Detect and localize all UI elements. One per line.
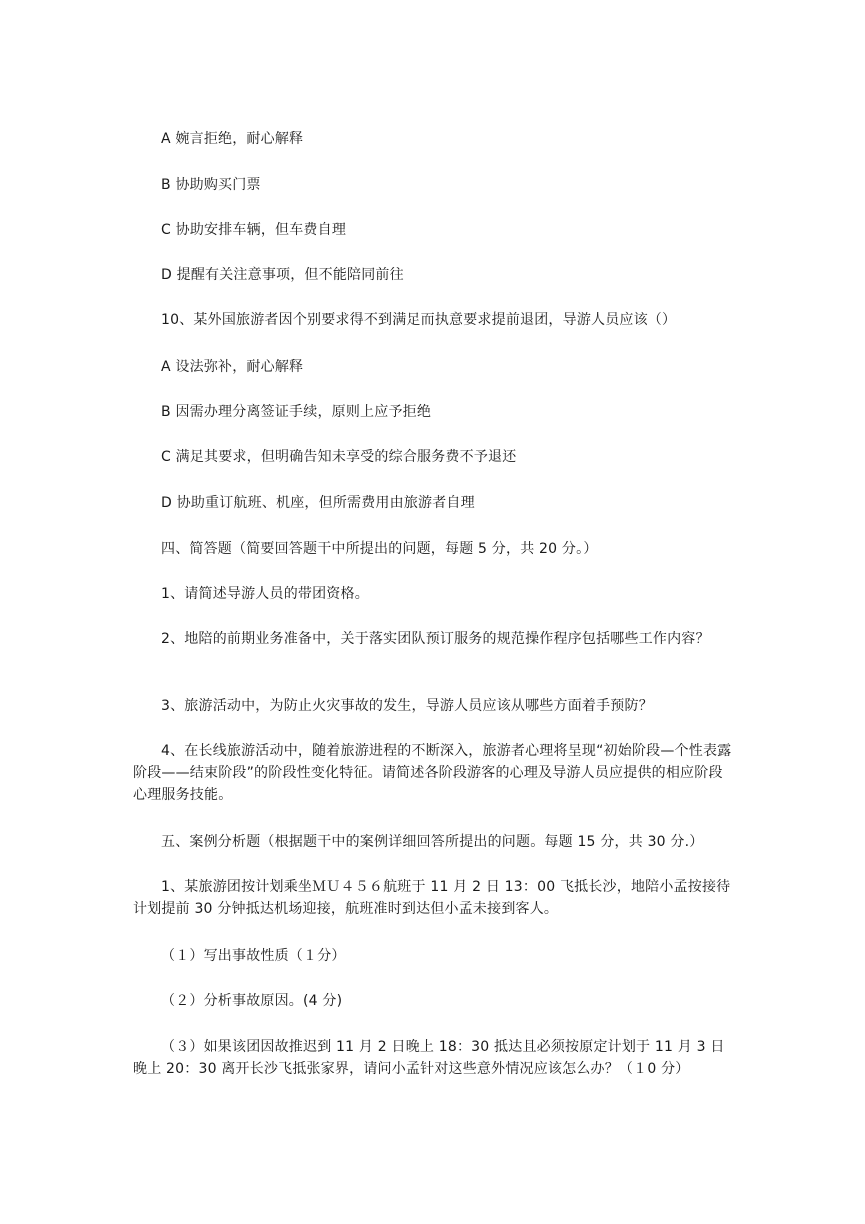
question-10-stem: 10、某外国旅游者因个别要求得不到满足而执意要求提前退团，导游人员应该（） (161, 312, 677, 328)
question-10-option-c: C 满足其要求，但明确告知未享受的综合服务费不予退还 (161, 449, 517, 465)
case-1-subquestion-2: （２）分析事故原因。(4 分) (161, 993, 343, 1009)
option-d: D 提醒有关注意事项，但不能陪同前往 (161, 267, 404, 283)
case-1-subquestion-3: （３）如果该团因故推迟到 11 月 2 日晚上 18：30 抵达且必须按原定计划于 11 月 3 日晚上 20：30 离开长沙飞抵张家界，请问小孟针对这些意外情况应该怎么办？（１0 分） (133, 1039, 725, 1077)
option-b: B 协助购买门票 (161, 177, 261, 193)
short-answer-q3: 3、旅游活动中，为防止火灾事故的发生，导游人员应该从哪些方面着手预防？ (161, 698, 653, 714)
option-a: A 婉言拒绝，耐心解释 (161, 131, 304, 147)
short-answer-q4: 4、在长线旅游活动中，随着旅游进程的不断深入，旅游者心理将呈现“初始阶段—个性表露阶段——结束阶段”的阶段性变化特征。请简述各阶段游客的心理及导游人员应提供的相应阶段心理服务技能。 (133, 743, 732, 803)
short-answer-q1: 1、请简述导游人员的带团资格。 (161, 586, 369, 602)
short-answer-q2: 2、地陪的前期业务准备中，关于落实团队预订服务的规范操作程序包括哪些工作内容？ (161, 631, 710, 647)
question-10-option-b: B 因需办理分离签证手续，原则上应予拒绝 (161, 404, 432, 420)
case-1-text: 1、某旅游团按计划乘坐ＭＵ４５６航班于 11 月 2 日 13：00 飞抵长沙，地陪小孟按接待计划提前 30 分钟抵达机场迎接，航班准时到达但小孟未接到客人。 (133, 879, 731, 917)
section-5-heading: 五、案例分析题（根据题干中的案例详细回答所提出的问题。每题 15 分，共 30 分.） (161, 834, 704, 850)
option-c: C 协助安排车辆，但车费自理 (161, 222, 347, 238)
question-10-option-a: A 设法弥补，耐心解释 (161, 359, 304, 375)
section-4-heading: 四、简答题（简要回答题干中所提出的问题，每题 5 分，共 20 分。） (161, 541, 598, 557)
question-10-option-d: D 协助重订航班、机座，但所需费用由旅游者自理 (161, 495, 475, 511)
case-1-subquestion-1: （１）写出事故性质（１分） (161, 948, 346, 964)
